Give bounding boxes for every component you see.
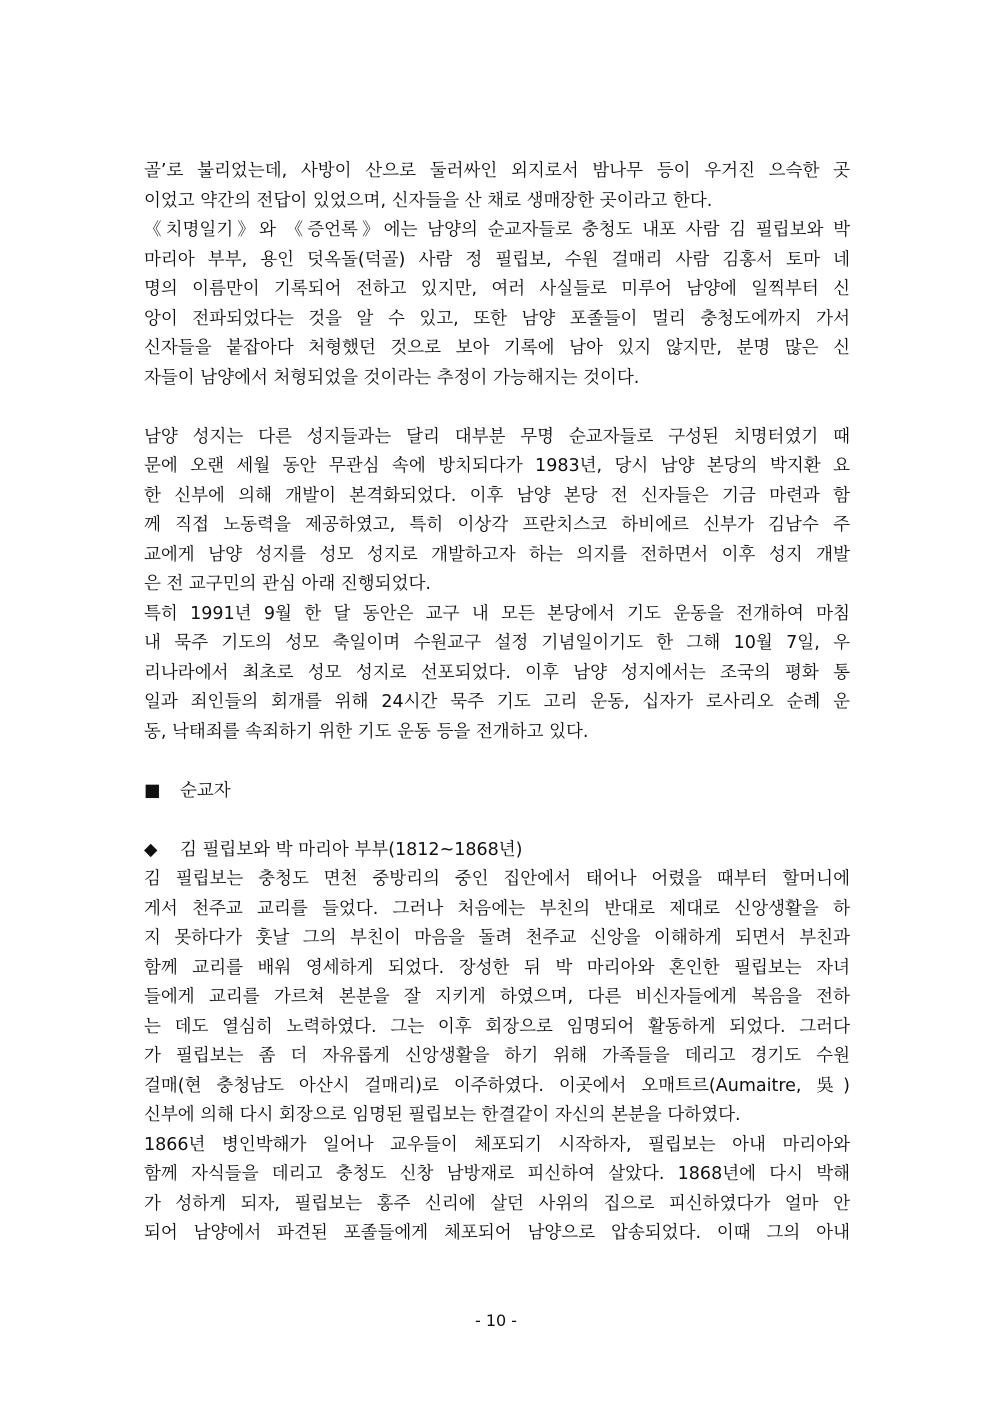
section-title: 순교자 — [180, 780, 231, 801]
text-line: 가 성하게 되자, 필립보는 홍주 신리에 살던 사위의 집으로 피신하였다가 얼마 안 — [144, 1193, 850, 1214]
subsection-title: 김 필립보와 박 마리아 부부(1812~1868년) — [180, 839, 523, 860]
text-line: 함께 교리를 배워 영세하게 되었다. 장성한 뒤 박 마리아와 혼인한 필립보는 자녀 — [144, 957, 850, 978]
text-line: 이었고 약간의 전답이 있었으며, 신자들을 산 채로 생매장한 곳이라고 한다. — [144, 190, 713, 211]
page-number: - 10 - — [474, 1311, 518, 1330]
text-line: 문에 오랜 세월 동안 무관심 속에 방치되다가 1983년, 당시 남양 본당의 박지환 요 — [144, 456, 850, 476]
text-line: 골’로 불리었는데, 사방이 산으로 둘러싸인 외지로서 밤나무 등이 우거진 으슥한 곳 — [144, 161, 850, 181]
text-line: 앙이 전파되었다는 것을 알 수 있고, 또한 남양 포졸들이 멀리 충청도에까지 가서 — [144, 308, 850, 329]
paragraph-gap — [144, 806, 850, 836]
text-line: 내 묵주 기도의 성모 축일이며 수원교구 설정 기념일이기도 한 그해 10월 7일, 우 — [144, 633, 850, 653]
text-line: 특히 1991년 9월 한 달 동안은 교구 내 모든 본당에서 기도 운동을 전개하여 마침 — [144, 603, 850, 624]
paragraph-gap — [144, 393, 850, 423]
section-heading — [144, 777, 850, 807]
text-line: 한 신부에 의해 개발이 본격화되었다. 이후 남양 본당 전 신자들은 기금 마련과 함 — [144, 485, 850, 506]
text-line: 는 데도 열심히 노력하였다. 그는 이후 회장으로 임명되어 활동하게 되었다. 그러다 — [144, 1016, 850, 1037]
text-line: 게서 천주교 교리를 들었다. 그러나 처음에는 부친의 반대로 제대로 신앙생활을 하 — [144, 898, 850, 919]
text-line: 걸매(현 충청남도 아산시 걸매리)로 이주하였다. 이곳에서 오매트르(Aumaitre, 吳) — [144, 1075, 850, 1096]
text-line: 1866년 병인박해가 일어나 교우들이 체포되기 시작하자, 필립보는 아내 마리아와 — [144, 1134, 850, 1155]
document-page — [144, 157, 850, 1249]
text-line: 함께 자식들을 데리고 충청도 신창 남방재로 피신하여 살았다. 1868년에 다시 박해 — [144, 1164, 850, 1184]
subsection-heading — [144, 836, 850, 866]
paragraph — [144, 423, 850, 600]
text-line: 가 필립보는 좀 더 자유롭게 신앙생활을 하기 위해 가족들을 데리고 경기도 수원 — [144, 1046, 850, 1066]
text-line: 마리아 부부, 용인 덧옥돌(덕골) 사람 정 필립보, 수원 걸매리 사람 김홍서 토마 네 — [144, 249, 850, 270]
square-bullet-icon: ■ — [144, 780, 161, 801]
paragraph — [144, 1131, 850, 1249]
text-line: 김 필립보는 충청도 면천 중방리의 중인 집안에서 태어나 어렸을 때부터 할머니에 — [144, 869, 850, 889]
paragraph — [144, 216, 850, 393]
text-line: 《치명일기》와 《증언록》에는 남양의 순교자들로 충청도 내포 사람 김 필립보와 박 — [144, 220, 850, 240]
text-line: 교에게 남양 성지를 성모 성지로 개발하고자 하는 의지를 전하면서 이후 성지 개발 — [144, 544, 850, 565]
diamond-bullet-icon: ◆ — [144, 839, 158, 860]
paragraph — [144, 600, 850, 748]
text-line: 신부에 의해 다시 회장으로 임명된 필립보는 한결같이 자신의 본분을 다하였다. — [144, 1105, 741, 1125]
text-line: 명의 이름만이 기록되어 전하고 있지만, 여러 사실들로 미루어 남양에 일찍부터 신 — [144, 279, 850, 299]
text-line: 들에게 교리를 가르쳐 본분을 잘 지키게 하였으며, 다른 비신자들에게 복음을 전하 — [144, 987, 850, 1007]
text-line: 자들이 남양에서 처형되었을 것이라는 추정이 가능해지는 것이다. — [144, 367, 640, 388]
text-line: 일과 죄인들의 회개를 위해 24시간 묵주 기도 고리 운동, 십자가 로사리오 순례 운 — [144, 692, 850, 712]
text-line: 리나라에서 최초로 성모 성지로 선포되었다. 이후 남양 성지에서는 조국의 평화 통 — [144, 662, 850, 683]
text-line: 남양 성지는 다른 성지들과는 달리 대부분 무명 순교자들로 구성된 치명터였기 때 — [144, 426, 850, 447]
text-line: 되어 남양에서 파견된 포졸들에게 체포되어 남양으로 압송되었다. 이때 그의 아내 — [144, 1223, 850, 1243]
text-line: 께 직접 노동력을 제공하였고, 특히 이상각 프란치스코 하비에르 신부가 김남수 주 — [144, 515, 850, 535]
paragraph — [144, 157, 850, 216]
text-line: 동, 낙태죄를 속죄하기 위한 기도 운동 등을 전개하고 있다. — [144, 721, 589, 742]
text-line: 지 못하다가 훗날 그의 부친이 마음을 돌려 천주교 신앙을 이해하게 되면서 부친과 — [144, 928, 850, 948]
text-line: 은 전 교구민의 관심 아래 진행되었다. — [144, 574, 431, 594]
paragraph-gap — [144, 747, 850, 777]
paragraph — [144, 865, 850, 1131]
text-line: 신자들을 붙잡아다 처형했던 것으로 보아 기록에 남아 있지 않지만, 분명 많은 신 — [144, 338, 850, 358]
